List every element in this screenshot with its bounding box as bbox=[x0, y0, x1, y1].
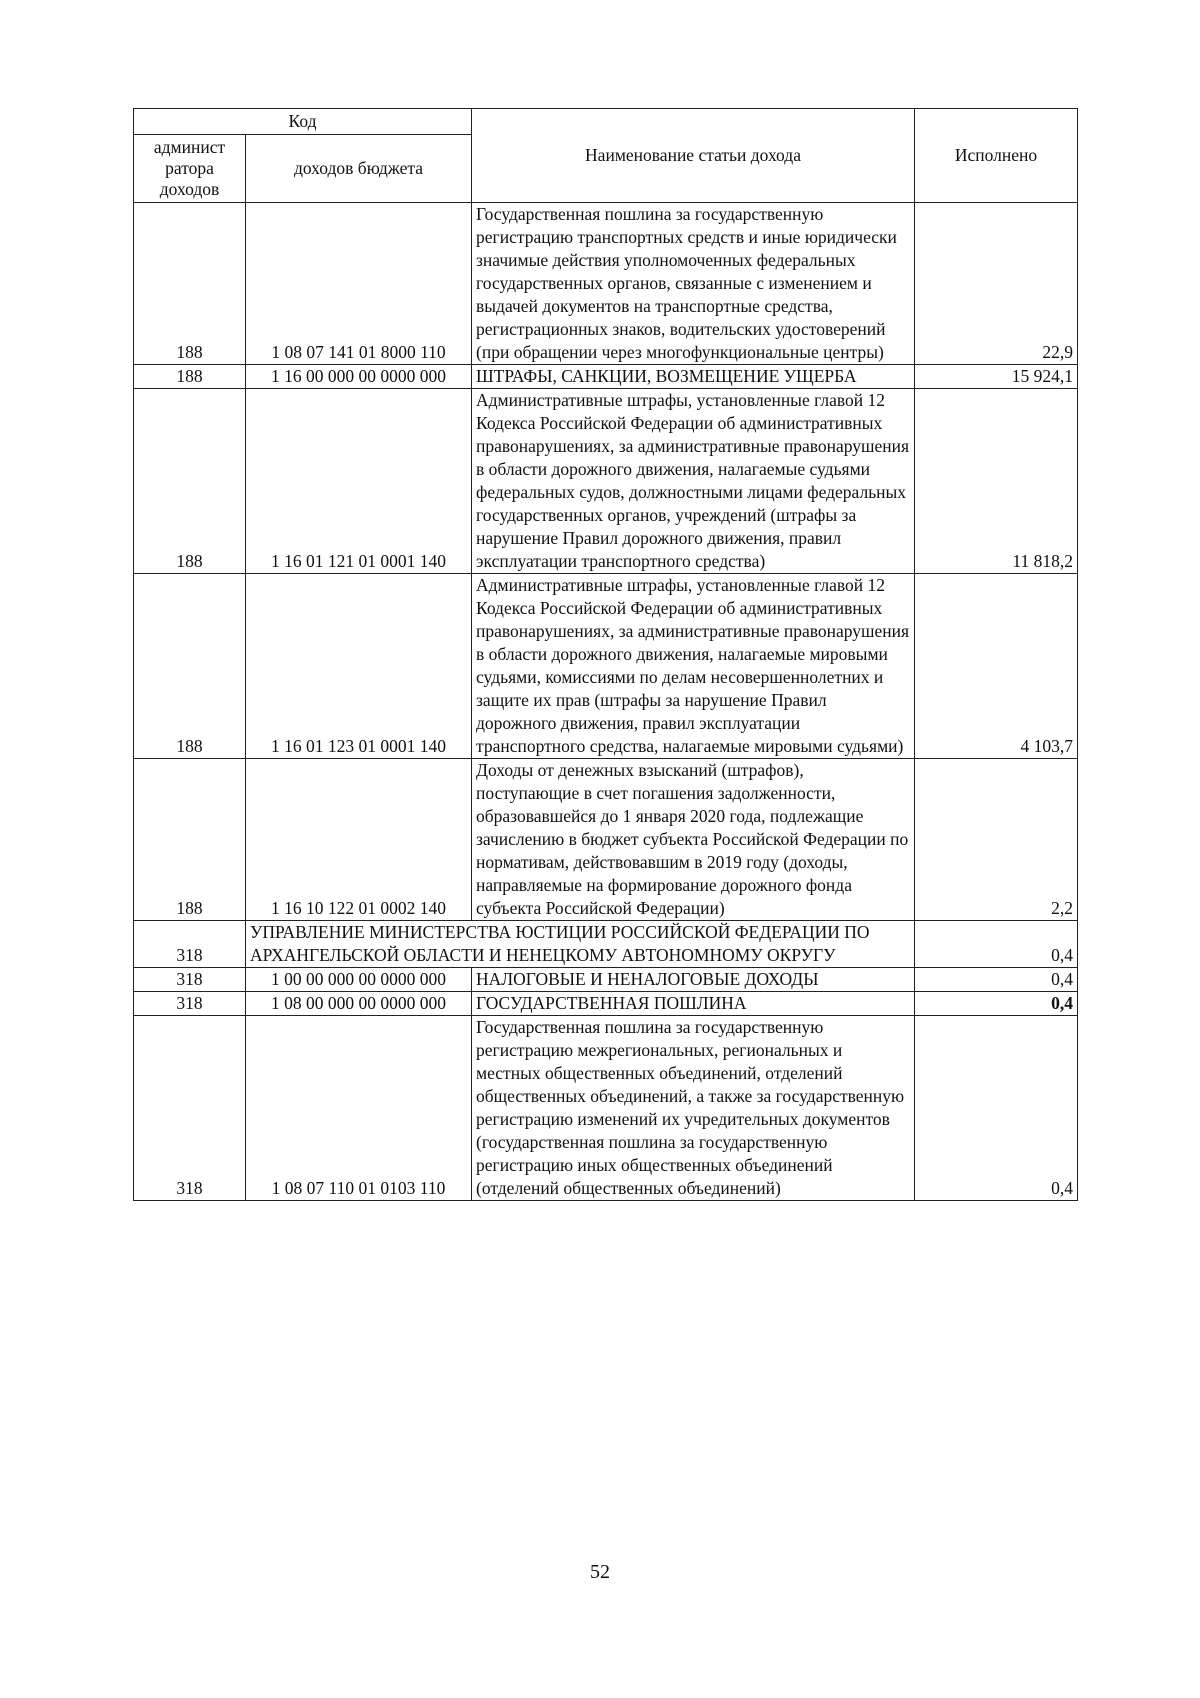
department-row bbox=[134, 921, 1078, 968]
admin-cell: 188 bbox=[134, 365, 246, 389]
code-cell: 1 16 01 121 01 0001 140 bbox=[246, 389, 472, 574]
code-cell: 1 08 07 110 01 0103 110 bbox=[246, 1016, 472, 1201]
name-cell: ШТРАФЫ, САНКЦИИ, ВОЗМЕЩЕНИЕ УЩЕРБА bbox=[472, 365, 915, 389]
code-cell: 1 08 07 141 01 8000 110 bbox=[246, 203, 472, 365]
executed-cell: 15 924,1 bbox=[915, 365, 1078, 389]
executed-cell: 0,4 bbox=[915, 1016, 1078, 1201]
table-row bbox=[134, 365, 1078, 389]
admin-cell: 318 bbox=[134, 992, 246, 1016]
header-kod: Код bbox=[134, 109, 472, 135]
name-cell: ГОСУДАРСТВЕННАЯ ПОШЛИНА bbox=[472, 992, 915, 1016]
header-admin: админист ратора доходов bbox=[134, 135, 246, 203]
name-cell: Доходы от денежных взысканий (штрафов), поступающие в счет погашения задолженности, образовавшейся до 1 января 2020 года, подлежащие зачислению в бюджет субъекта Российской Федерации по нормативам, действовавшим в 2019 году (доходы, направляемые на формирование дорожного фонда субъекта Российской Федерации) bbox=[472, 759, 915, 921]
table-row bbox=[134, 968, 1078, 992]
page-number: 52 bbox=[590, 1561, 610, 1583]
budget-income-table bbox=[133, 108, 1078, 1201]
code-cell: 1 08 00 000 00 0000 000 bbox=[246, 992, 472, 1016]
table-row bbox=[134, 759, 1078, 921]
code-cell: 1 16 10 122 01 0002 140 bbox=[246, 759, 472, 921]
executed-cell: 2,2 bbox=[915, 759, 1078, 921]
executed-cell: 4 103,7 bbox=[915, 574, 1078, 759]
admin-cell: 188 bbox=[134, 389, 246, 574]
table-row bbox=[134, 203, 1078, 365]
header-row-top bbox=[134, 109, 1078, 135]
name-cell: Административные штрафы, установленные главой 12 Кодекса Российской Федерации об административных правонарушениях, за административные правонарушения в области дорожного движения, налагаемые судьями федеральных судов, должностными лицами федеральных государственных органов, учреждений (штрафы за нарушение Правил дорожного движения, правил эксплуатации транспортного средства) bbox=[472, 389, 915, 574]
name-cell: НАЛОГОВЫЕ И НЕНАЛОГОВЫЕ ДОХОДЫ bbox=[472, 968, 915, 992]
table-row bbox=[134, 992, 1078, 1016]
table-row bbox=[134, 389, 1078, 574]
header-executed: Исполнено bbox=[915, 109, 1078, 203]
header-name: Наименование статьи дохода bbox=[472, 109, 915, 203]
executed-cell: 0,4 bbox=[915, 968, 1078, 992]
executed-cell: 0,4 bbox=[915, 921, 1078, 968]
table-row bbox=[134, 1016, 1078, 1201]
executed-cell: 0,4 bbox=[915, 992, 1078, 1016]
admin-cell: 318 bbox=[134, 1016, 246, 1201]
admin-cell: 188 bbox=[134, 759, 246, 921]
executed-cell: 22,9 bbox=[915, 203, 1078, 365]
code-cell: 1 00 00 000 00 0000 000 bbox=[246, 968, 472, 992]
department-name-cell: УПРАВЛЕНИЕ МИНИСТЕРСТВА ЮСТИЦИИ РОССИЙСКОЙ ФЕДЕРАЦИИ ПО АРХАНГЕЛЬСКОЙ ОБЛАСТИ И НЕНЕЦКОМУ АВТОНОМНОМУ ОКРУГУ bbox=[246, 921, 915, 968]
admin-cell: 318 bbox=[134, 921, 246, 968]
admin-cell: 318 bbox=[134, 968, 246, 992]
executed-cell: 11 818,2 bbox=[915, 389, 1078, 574]
code-cell: 1 16 00 000 00 0000 000 bbox=[246, 365, 472, 389]
name-cell: Государственная пошлина за государственную регистрацию межрегиональных, региональных и местных общественных объединений, отделений общественных объединений, а также за государственную регистрацию изменений их учредительных документов (государственная пошлина за государственную регистрацию иных общественных объединений (отделений общественных объединений) bbox=[472, 1016, 915, 1201]
admin-cell: 188 bbox=[134, 574, 246, 759]
admin-cell: 188 bbox=[134, 203, 246, 365]
name-cell: Государственная пошлина за государственную регистрацию транспортных средств и иные юридически значимые действия уполномоченных федеральных государственных органов, связанные с изменением и выдачей документов на транспортные средства, регистрационных знаков, водительских удостоверений (при обращении через многофункциональные центры) bbox=[472, 203, 915, 365]
code-cell: 1 16 01 123 01 0001 140 bbox=[246, 574, 472, 759]
table-row bbox=[134, 574, 1078, 759]
header-code: доходов бюджета bbox=[246, 135, 472, 203]
name-cell: Административные штрафы, установленные главой 12 Кодекса Российской Федерации об административных правонарушениях, за административные правонарушения в области дорожного движения, налагаемые мировыми судьями, комиссиями по делам несовершеннолетних и защите их прав (штрафы за нарушение Правил дорожного движения, правил эксплуатации транспортного средства, налагаемые мировыми судьями) bbox=[472, 574, 915, 759]
